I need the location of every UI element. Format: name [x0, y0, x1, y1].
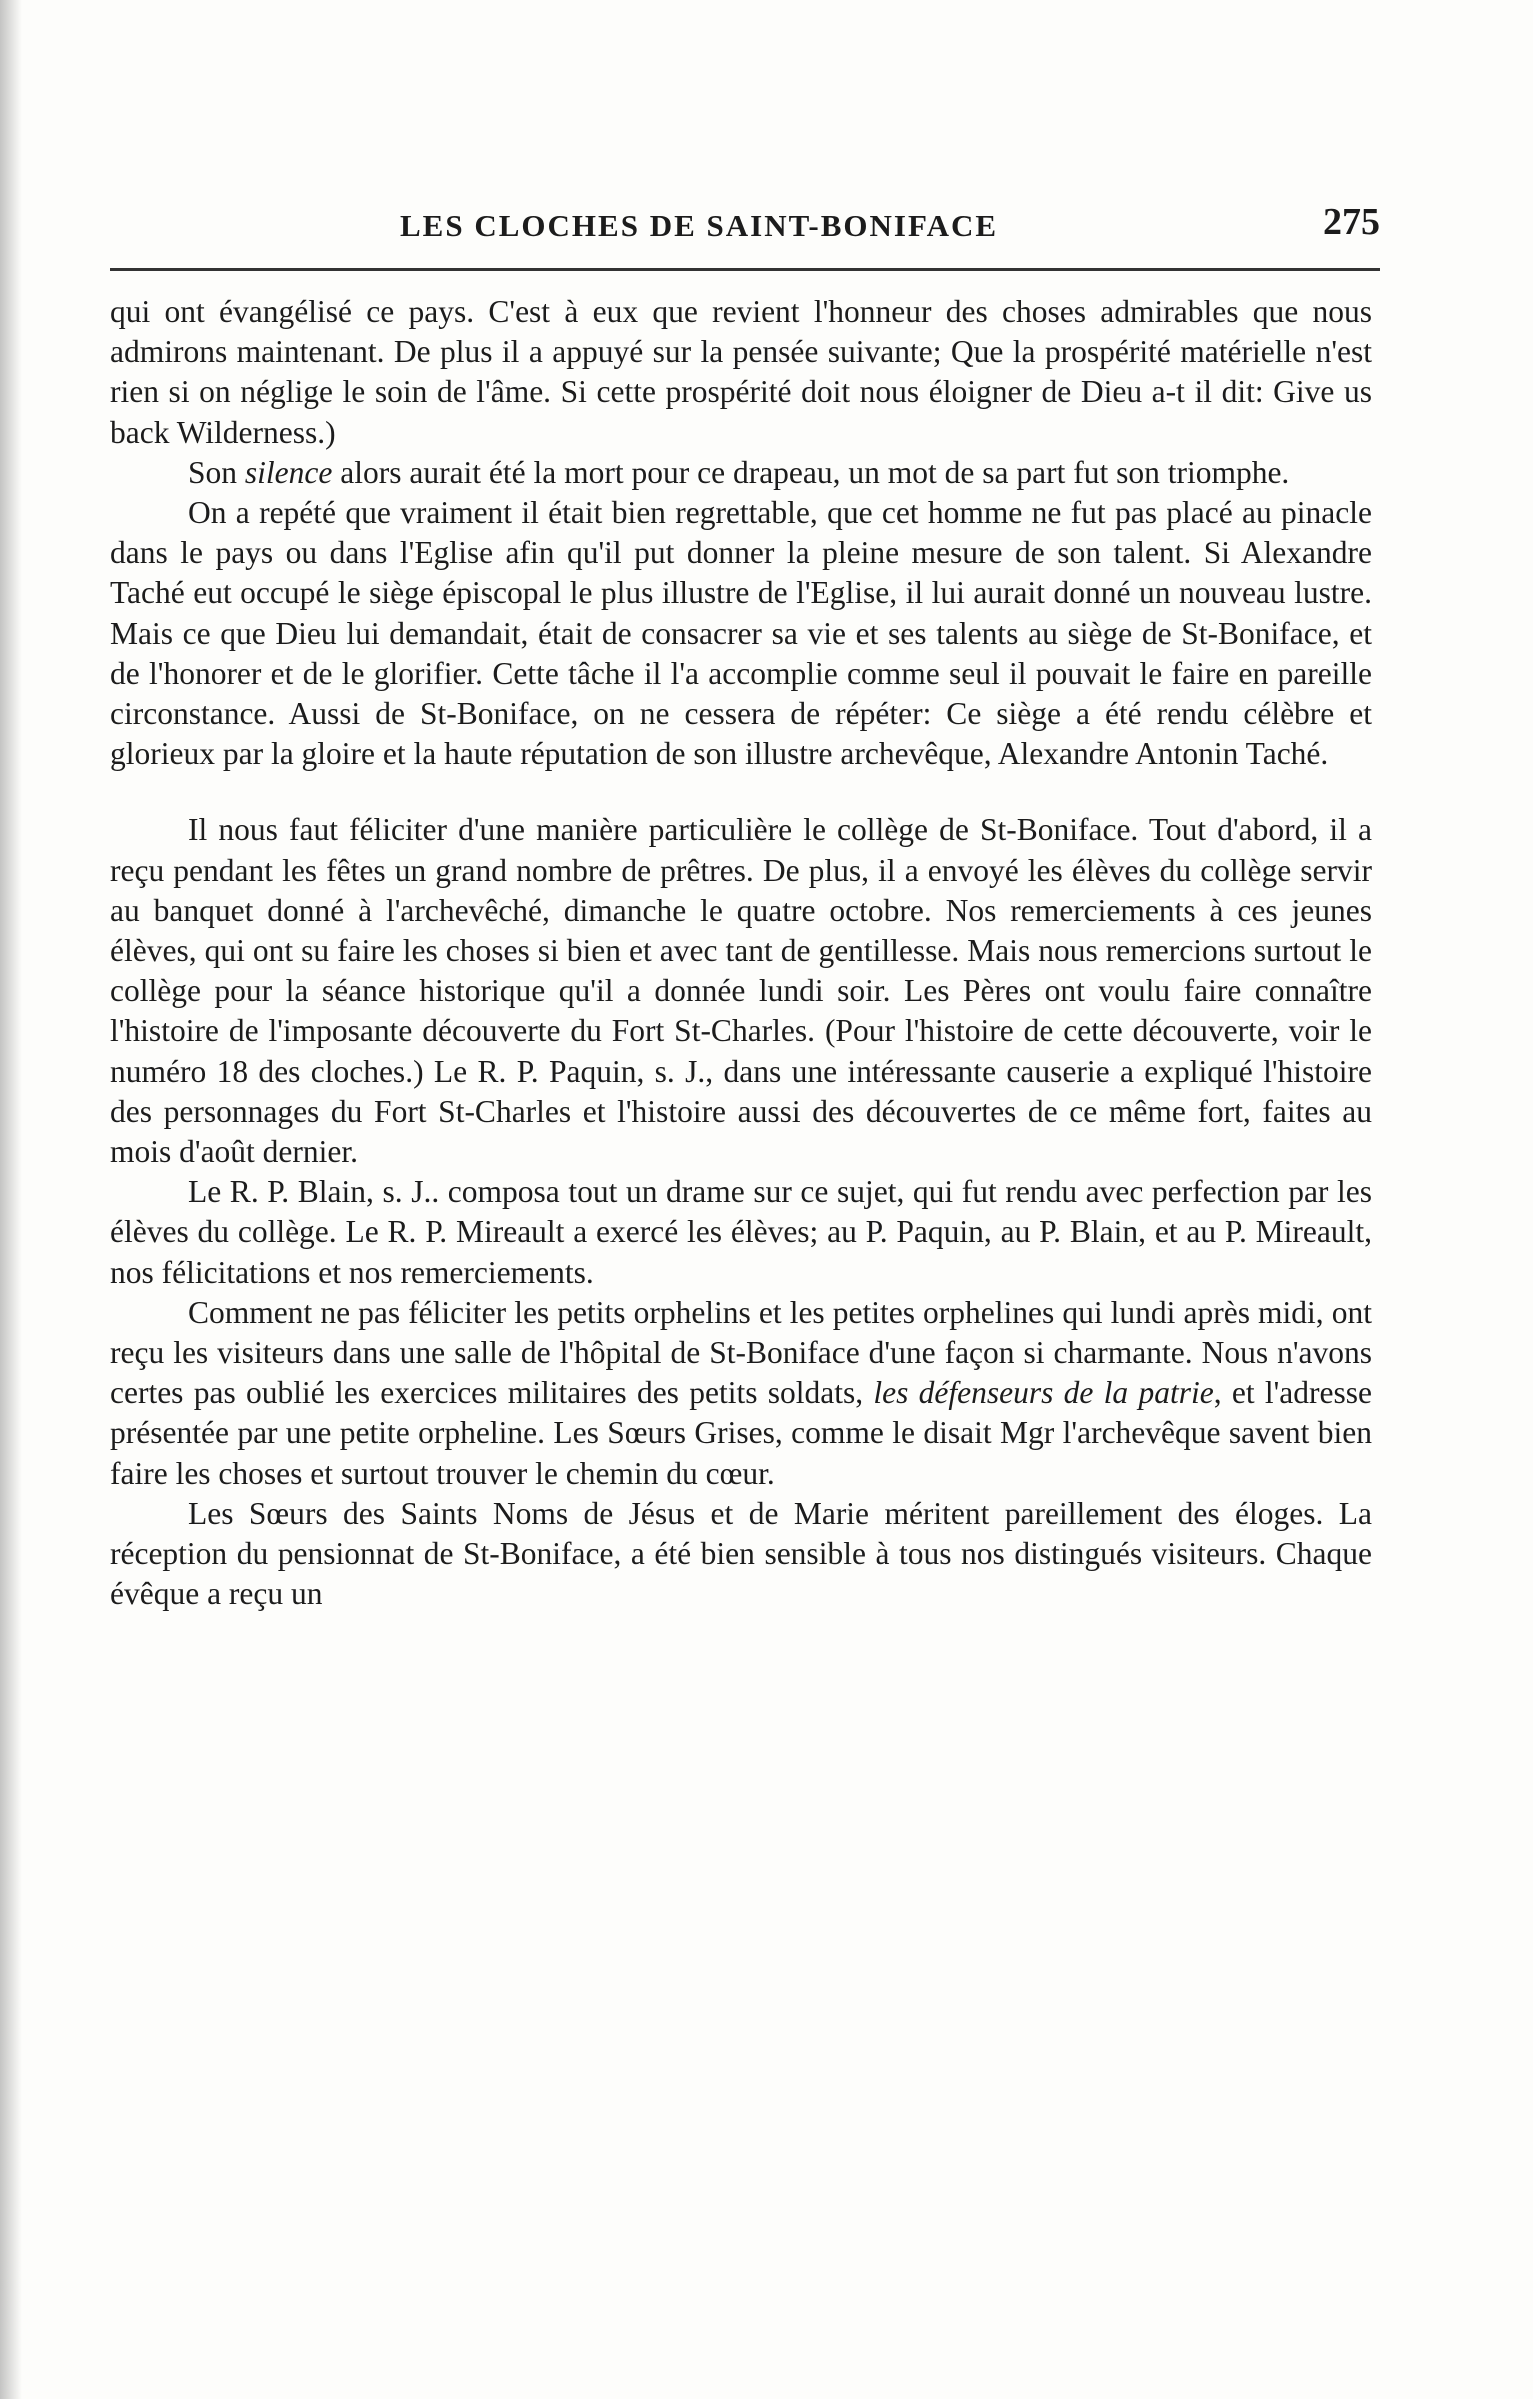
paragraph-5: Le R. P. Blain, s. J.. composa tout un drame sur ce sujet, qui fut rendu avec perfection par les élèves du collège. Le R. P. Mireault a exercé les élèves; au P. Paquin, au P. Blain, et au P. Mireault, nos félicitations et nos remerciements.	[110, 1174, 1372, 1290]
page-edge-shadow	[0, 0, 22, 2399]
paragraph-2-italic: silence	[244, 454, 333, 490]
paragraph-6	[110, 1293, 1372, 1494]
paragraph-6-italic: les défenseurs de la patrie	[873, 1375, 1214, 1411]
paragraph-3: On a repété que vraiment il était bien regrettable, que cet homme ne fut pas placé au pinacle dans le pays ou dans l'Eglise afin qu'il put donner la pleine mesure de son talent. Si Alexandre Taché eut occupé le siège épiscopal le plus illustre de l'Eglise, il lui aurait donné un nouveau lustre. Mais ce que Dieu lui demandait, était de consacrer sa vie et ses talents au siège de St-Boniface, et de l'honorer et de le glorifier. Cette tâche il l'a accomplie comme seul il pouvait le faire en pareille circonstance. Aussi de St-Boniface, on ne cessera de répéter: Ce siège a été rendu célèbre et glorieux par la gloire et la haute réputation de son illustre archevêque, Alexandre Antonin Taché.	[110, 495, 1372, 772]
paragraph-1: qui ont évangélisé ce pays. C'est à eux que revient l'honneur des choses admirables que nous admirons maintenant. De plus il a appuyé sur la pensée suivante; Que la prospérité matérielle n'est rien si on néglige le soin de l'âme. Si cette prospérité doit nous éloigner de Dieu a-t il dit: Give us back Wilderness.)	[110, 294, 1372, 450]
page-number: 275	[1323, 201, 1380, 243]
page-header	[110, 200, 1380, 260]
paragraph-2	[110, 453, 1372, 493]
paragraph-2-text-end: alors aurait été la mort pour ce drapeau, un mot de sa part fut son triomphe.	[332, 454, 1290, 490]
paragraph-7: Les Sœurs des Saints Noms de Jésus et de Marie méritent pareillement des éloges. La réception du pensionnat de St-Boniface, a été bien sensible à tous nos distingués visiteurs. Chaque évêque a reçu un	[110, 1495, 1372, 1612]
paragraph-4: Il nous faut féliciter d'une manière particulière le collège de St-Boniface. Tout d'abord, il a reçu pendant les fêtes un grand nombre de prêtres. De plus, il a envoyé les élèves du collège servir au banquet donné à l'archevêché, dimanche le quatre octobre. Nos remerciements à ces jeunes élèves, qui ont su faire les choses si bien et avec tant de gentillesse. Mais nous remercions surtout le collège pour la séance historique qu'il a donnée lundi soir. Les Pères ont voulu faire connaître l'histoire de l'imposante découverte du Fort St-Charles. (Pour l'histoire de cette découverte, voir le numéro 18 des cloches.) Le R. P. Paquin, s. J., dans une intéressante causerie a expliqué l'histoire des personnages du Fort St-Charles et l'histoire aussi des découvertes de ce même fort, faites au mois d'août dernier.	[110, 812, 1372, 1170]
paragraph-6-text-end: , et l'adresse présentée par une petite orpheline. Les Sœurs Grises, comme le disait Mgr l'archevêque savent bien faire les choses et surtout trouver le chemin du cœur.	[110, 1375, 1372, 1491]
body-text	[110, 292, 1372, 1615]
running-head: LES CLOCHES DE SAINT-BONIFACE	[400, 208, 999, 243]
header-rule	[110, 268, 1380, 271]
paragraph-2-text-start: Son	[188, 454, 245, 490]
paragraph-6-text-start: Comment ne pas féliciter les petits orphelins et les petites orphelines qui lundi après midi, ont reçu les visiteurs dans une salle de l'hôpital de St-Boniface d'une façon si charmante. Nous n'avons certes pas oublié les exercices militaires des petits soldats,	[110, 1294, 1372, 1411]
